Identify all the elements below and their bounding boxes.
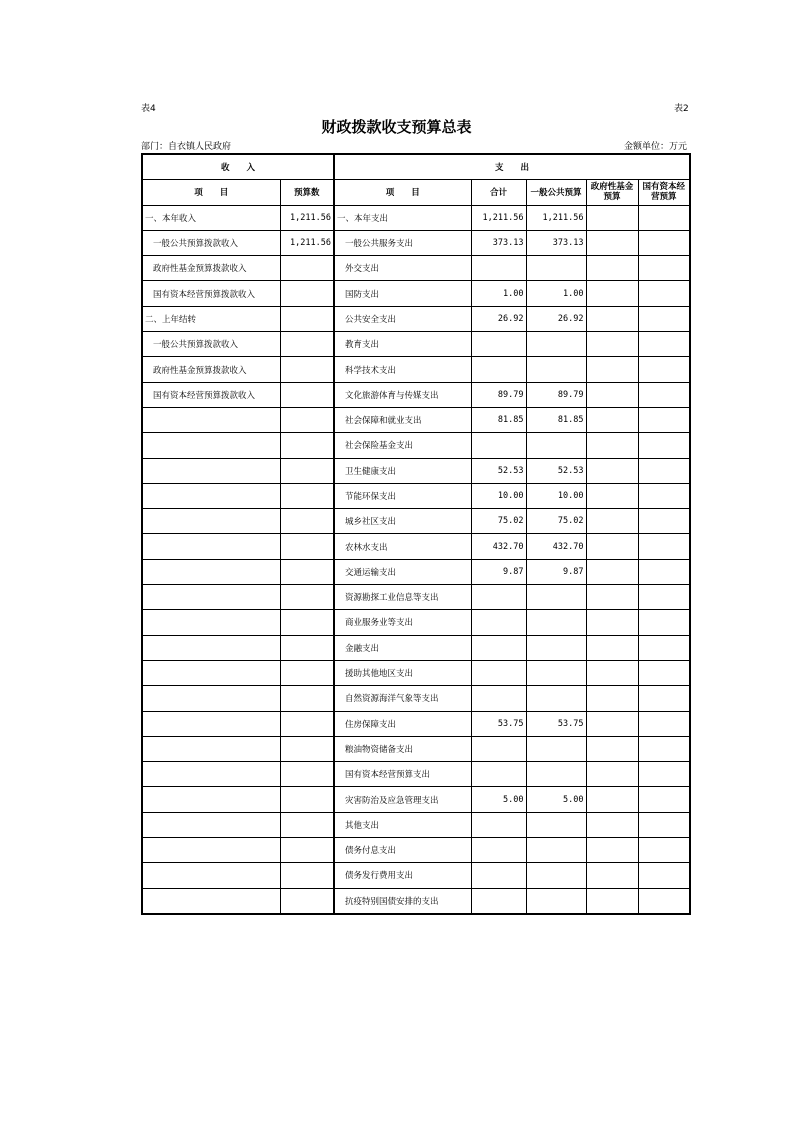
expense-fund	[586, 205, 638, 230]
col-item: 项 目	[142, 180, 280, 205]
income-value	[280, 483, 334, 508]
expense-state	[638, 610, 690, 635]
income-item	[142, 660, 280, 685]
income-item: 二、上年结转	[142, 306, 280, 331]
expense-item: 节能环保支出	[334, 483, 471, 508]
table-row	[142, 458, 690, 483]
expense-fund	[586, 686, 638, 711]
table-row	[142, 534, 690, 559]
expense-total: 53.75	[471, 711, 526, 736]
expense-item: 教育支出	[334, 332, 471, 357]
income-item: 政府性基金预算拨款收入	[142, 357, 280, 382]
table-row	[142, 230, 690, 255]
income-value	[280, 660, 334, 685]
expense-total	[471, 660, 526, 685]
expense-total	[471, 332, 526, 357]
expense-total: 1,211.56	[471, 205, 526, 230]
expense-state	[638, 559, 690, 584]
expense-total: 75.02	[471, 509, 526, 534]
expense-state	[638, 585, 690, 610]
expense-fund	[586, 458, 638, 483]
income-value: 1,211.56	[280, 230, 334, 255]
expense-item: 一般公共服务支出	[334, 230, 471, 255]
expense-item: 公共安全支出	[334, 306, 471, 331]
table-row	[142, 407, 690, 432]
expense-general	[526, 256, 586, 281]
expense-general: 432.70	[526, 534, 586, 559]
unit-label: 金额单位：万元	[624, 142, 688, 152]
expense-state	[638, 660, 690, 685]
expense-state	[638, 205, 690, 230]
expense-total: 81.85	[471, 407, 526, 432]
income-value	[280, 332, 334, 357]
table-row	[142, 205, 690, 230]
expense-item: 其他支出	[334, 812, 471, 837]
expense-fund	[586, 762, 638, 787]
income-value	[280, 306, 334, 331]
expense-general	[526, 357, 586, 382]
expense-fund	[586, 230, 638, 255]
expense-total: 26.92	[471, 306, 526, 331]
income-value	[280, 711, 334, 736]
expense-item: 一、本年支出	[334, 205, 471, 230]
expense-item: 资源勘探工业信息等支出	[334, 585, 471, 610]
expense-general: 81.85	[526, 407, 586, 432]
expense-state	[638, 509, 690, 534]
expense-fund	[586, 660, 638, 685]
expense-item: 农林水支出	[334, 534, 471, 559]
budget-table	[141, 153, 691, 915]
expense-total	[471, 762, 526, 787]
table-row	[142, 686, 690, 711]
table-row	[142, 281, 690, 306]
income-item	[142, 458, 280, 483]
income-value	[280, 281, 334, 306]
expense-general	[526, 610, 586, 635]
expense-total	[471, 357, 526, 382]
expense-general: 1.00	[526, 281, 586, 306]
expense-fund	[586, 888, 638, 914]
table-row	[142, 888, 690, 914]
expense-fund	[586, 281, 638, 306]
table-row	[142, 838, 690, 863]
expense-general: 1,211.56	[526, 205, 586, 230]
col-general: 一般公共预算	[526, 180, 586, 205]
income-value	[280, 812, 334, 837]
expense-general: 75.02	[526, 509, 586, 534]
expense-state	[638, 332, 690, 357]
expense-item: 交通运输支出	[334, 559, 471, 584]
expense-general	[526, 762, 586, 787]
income-item: 国有资本经营预算拨款收入	[142, 382, 280, 407]
expense-item: 社会保障和就业支出	[334, 407, 471, 432]
income-value	[280, 585, 334, 610]
income-item	[142, 585, 280, 610]
expense-fund	[586, 332, 638, 357]
income-value	[280, 736, 334, 761]
income-value	[280, 888, 334, 914]
table-row	[142, 256, 690, 281]
income-item: 政府性基金预算拨款收入	[142, 256, 280, 281]
expense-item: 金融支出	[334, 635, 471, 660]
income-item	[142, 483, 280, 508]
income-item	[142, 888, 280, 914]
expense-fund	[586, 509, 638, 534]
income-value	[280, 458, 334, 483]
expense-item: 卫生健康支出	[334, 458, 471, 483]
income-value	[280, 838, 334, 863]
income-value	[280, 863, 334, 888]
table-row	[142, 736, 690, 761]
expense-state	[638, 635, 690, 660]
page-title: 财政拨款收支预算总表	[321, 118, 472, 136]
expense-item: 援助其他地区支出	[334, 660, 471, 685]
expense-item: 债务付息支出	[334, 838, 471, 863]
expense-item: 国有资本经营预算支出	[334, 762, 471, 787]
income-item	[142, 433, 280, 458]
table-row	[142, 585, 690, 610]
expense-fund	[586, 407, 638, 432]
expense-fund	[586, 736, 638, 761]
income-value	[280, 787, 334, 812]
expense-total: 5.00	[471, 787, 526, 812]
income-item	[142, 407, 280, 432]
expense-total: 432.70	[471, 534, 526, 559]
table-number-left: 表4	[141, 104, 156, 114]
income-item	[142, 863, 280, 888]
income-header: 收 入	[142, 154, 334, 180]
expense-item: 抗疫特别国债安排的支出	[334, 888, 471, 914]
income-item	[142, 711, 280, 736]
income-item	[142, 787, 280, 812]
table-row	[142, 787, 690, 812]
expense-fund	[586, 483, 638, 508]
income-item	[142, 686, 280, 711]
expense-state	[638, 433, 690, 458]
expense-general: 5.00	[526, 787, 586, 812]
expense-total: 89.79	[471, 382, 526, 407]
expense-general	[526, 812, 586, 837]
expense-fund	[586, 787, 638, 812]
income-value	[280, 256, 334, 281]
expense-total	[471, 888, 526, 914]
expense-item: 商业服务业等支出	[334, 610, 471, 635]
expense-item: 粮油物资储备支出	[334, 736, 471, 761]
expense-state	[638, 863, 690, 888]
income-value	[280, 407, 334, 432]
expense-total	[471, 838, 526, 863]
expense-total	[471, 736, 526, 761]
income-item	[142, 762, 280, 787]
expense-total	[471, 635, 526, 660]
expense-total: 1.00	[471, 281, 526, 306]
income-value	[280, 762, 334, 787]
income-item: 一般公共预算拨款收入	[142, 230, 280, 255]
expense-total: 10.00	[471, 483, 526, 508]
expense-general: 89.79	[526, 382, 586, 407]
table-row	[142, 483, 690, 508]
table-number-right: 表2	[674, 104, 689, 114]
expense-item: 住房保障支出	[334, 711, 471, 736]
expense-total	[471, 610, 526, 635]
expense-total	[471, 863, 526, 888]
expense-fund	[586, 433, 638, 458]
income-item	[142, 534, 280, 559]
table-row	[142, 762, 690, 787]
income-value	[280, 534, 334, 559]
expense-state	[638, 686, 690, 711]
expense-general	[526, 888, 586, 914]
table-row	[142, 559, 690, 584]
expense-total	[471, 256, 526, 281]
expense-state	[638, 711, 690, 736]
expense-item: 自然资源海洋气象等支出	[334, 686, 471, 711]
expense-item: 科学技术支出	[334, 357, 471, 382]
expense-item: 外交支出	[334, 256, 471, 281]
table-row	[142, 812, 690, 837]
expense-fund	[586, 382, 638, 407]
income-item	[142, 509, 280, 534]
expense-total: 9.87	[471, 559, 526, 584]
expense-general	[526, 635, 586, 660]
income-value	[280, 559, 334, 584]
expense-fund	[586, 610, 638, 635]
table-row	[142, 509, 690, 534]
expense-general	[526, 838, 586, 863]
income-item	[142, 838, 280, 863]
expense-state	[638, 483, 690, 508]
income-item	[142, 736, 280, 761]
table-row	[142, 306, 690, 331]
expense-general: 26.92	[526, 306, 586, 331]
income-value	[280, 635, 334, 660]
expense-fund	[586, 711, 638, 736]
income-item	[142, 635, 280, 660]
expense-fund	[586, 812, 638, 837]
expense-fund	[586, 357, 638, 382]
expense-general: 373.13	[526, 230, 586, 255]
expense-general	[526, 433, 586, 458]
expense-total	[471, 686, 526, 711]
expense-state	[638, 787, 690, 812]
expense-item: 国防支出	[334, 281, 471, 306]
expense-total	[471, 433, 526, 458]
col-total: 合计	[471, 180, 526, 205]
income-value	[280, 610, 334, 635]
expense-fund	[586, 306, 638, 331]
income-item	[142, 812, 280, 837]
income-item	[142, 559, 280, 584]
expense-state	[638, 736, 690, 761]
expense-item: 文化旅游体育与传媒支出	[334, 382, 471, 407]
expense-state	[638, 888, 690, 914]
table-row	[142, 635, 690, 660]
income-value	[280, 382, 334, 407]
col-fund: 政府性基金预算	[586, 180, 638, 205]
expense-fund	[586, 559, 638, 584]
col-budget: 预算数	[280, 180, 334, 205]
department-label: 部门：自衣镇人民政府	[141, 142, 232, 152]
expense-general: 9.87	[526, 559, 586, 584]
expense-general	[526, 736, 586, 761]
table-row	[142, 382, 690, 407]
table-row	[142, 332, 690, 357]
expense-total: 52.53	[471, 458, 526, 483]
expense-state	[638, 458, 690, 483]
expense-state	[638, 838, 690, 863]
expense-general	[526, 863, 586, 888]
expense-general: 52.53	[526, 458, 586, 483]
expense-state	[638, 534, 690, 559]
expense-fund	[586, 585, 638, 610]
expense-total: 373.13	[471, 230, 526, 255]
col-state: 国有资本经营预算	[638, 180, 690, 205]
expense-state	[638, 281, 690, 306]
expense-state	[638, 306, 690, 331]
expense-state	[638, 762, 690, 787]
income-item: 一般公共预算拨款收入	[142, 332, 280, 357]
expense-item: 债务发行费用支出	[334, 863, 471, 888]
expense-total	[471, 585, 526, 610]
expense-item: 城乡社区支出	[334, 509, 471, 534]
table-row	[142, 863, 690, 888]
table-row	[142, 433, 690, 458]
income-value	[280, 509, 334, 534]
expense-item: 社会保险基金支出	[334, 433, 471, 458]
expense-general	[526, 660, 586, 685]
expense-fund	[586, 534, 638, 559]
table-row	[142, 711, 690, 736]
expense-state	[638, 230, 690, 255]
col-item2: 项 目	[334, 180, 471, 205]
expense-general	[526, 332, 586, 357]
expense-state	[638, 812, 690, 837]
income-item: 一、本年收入	[142, 205, 280, 230]
expense-fund	[586, 256, 638, 281]
expense-general	[526, 585, 586, 610]
table-row	[142, 610, 690, 635]
income-value	[280, 433, 334, 458]
expense-fund	[586, 863, 638, 888]
income-item	[142, 610, 280, 635]
expense-item: 灾害防治及应急管理支出	[334, 787, 471, 812]
expense-general: 10.00	[526, 483, 586, 508]
income-item: 国有资本经营预算拨款收入	[142, 281, 280, 306]
expense-state	[638, 357, 690, 382]
income-value	[280, 357, 334, 382]
income-value	[280, 686, 334, 711]
income-value: 1,211.56	[280, 205, 334, 230]
expense-header: 支 出	[334, 154, 690, 180]
expense-general	[526, 686, 586, 711]
expense-fund	[586, 635, 638, 660]
expense-general: 53.75	[526, 711, 586, 736]
table-row	[142, 660, 690, 685]
expense-total	[471, 812, 526, 837]
expense-fund	[586, 838, 638, 863]
table-row	[142, 357, 690, 382]
expense-state	[638, 382, 690, 407]
expense-state	[638, 407, 690, 432]
expense-state	[638, 256, 690, 281]
